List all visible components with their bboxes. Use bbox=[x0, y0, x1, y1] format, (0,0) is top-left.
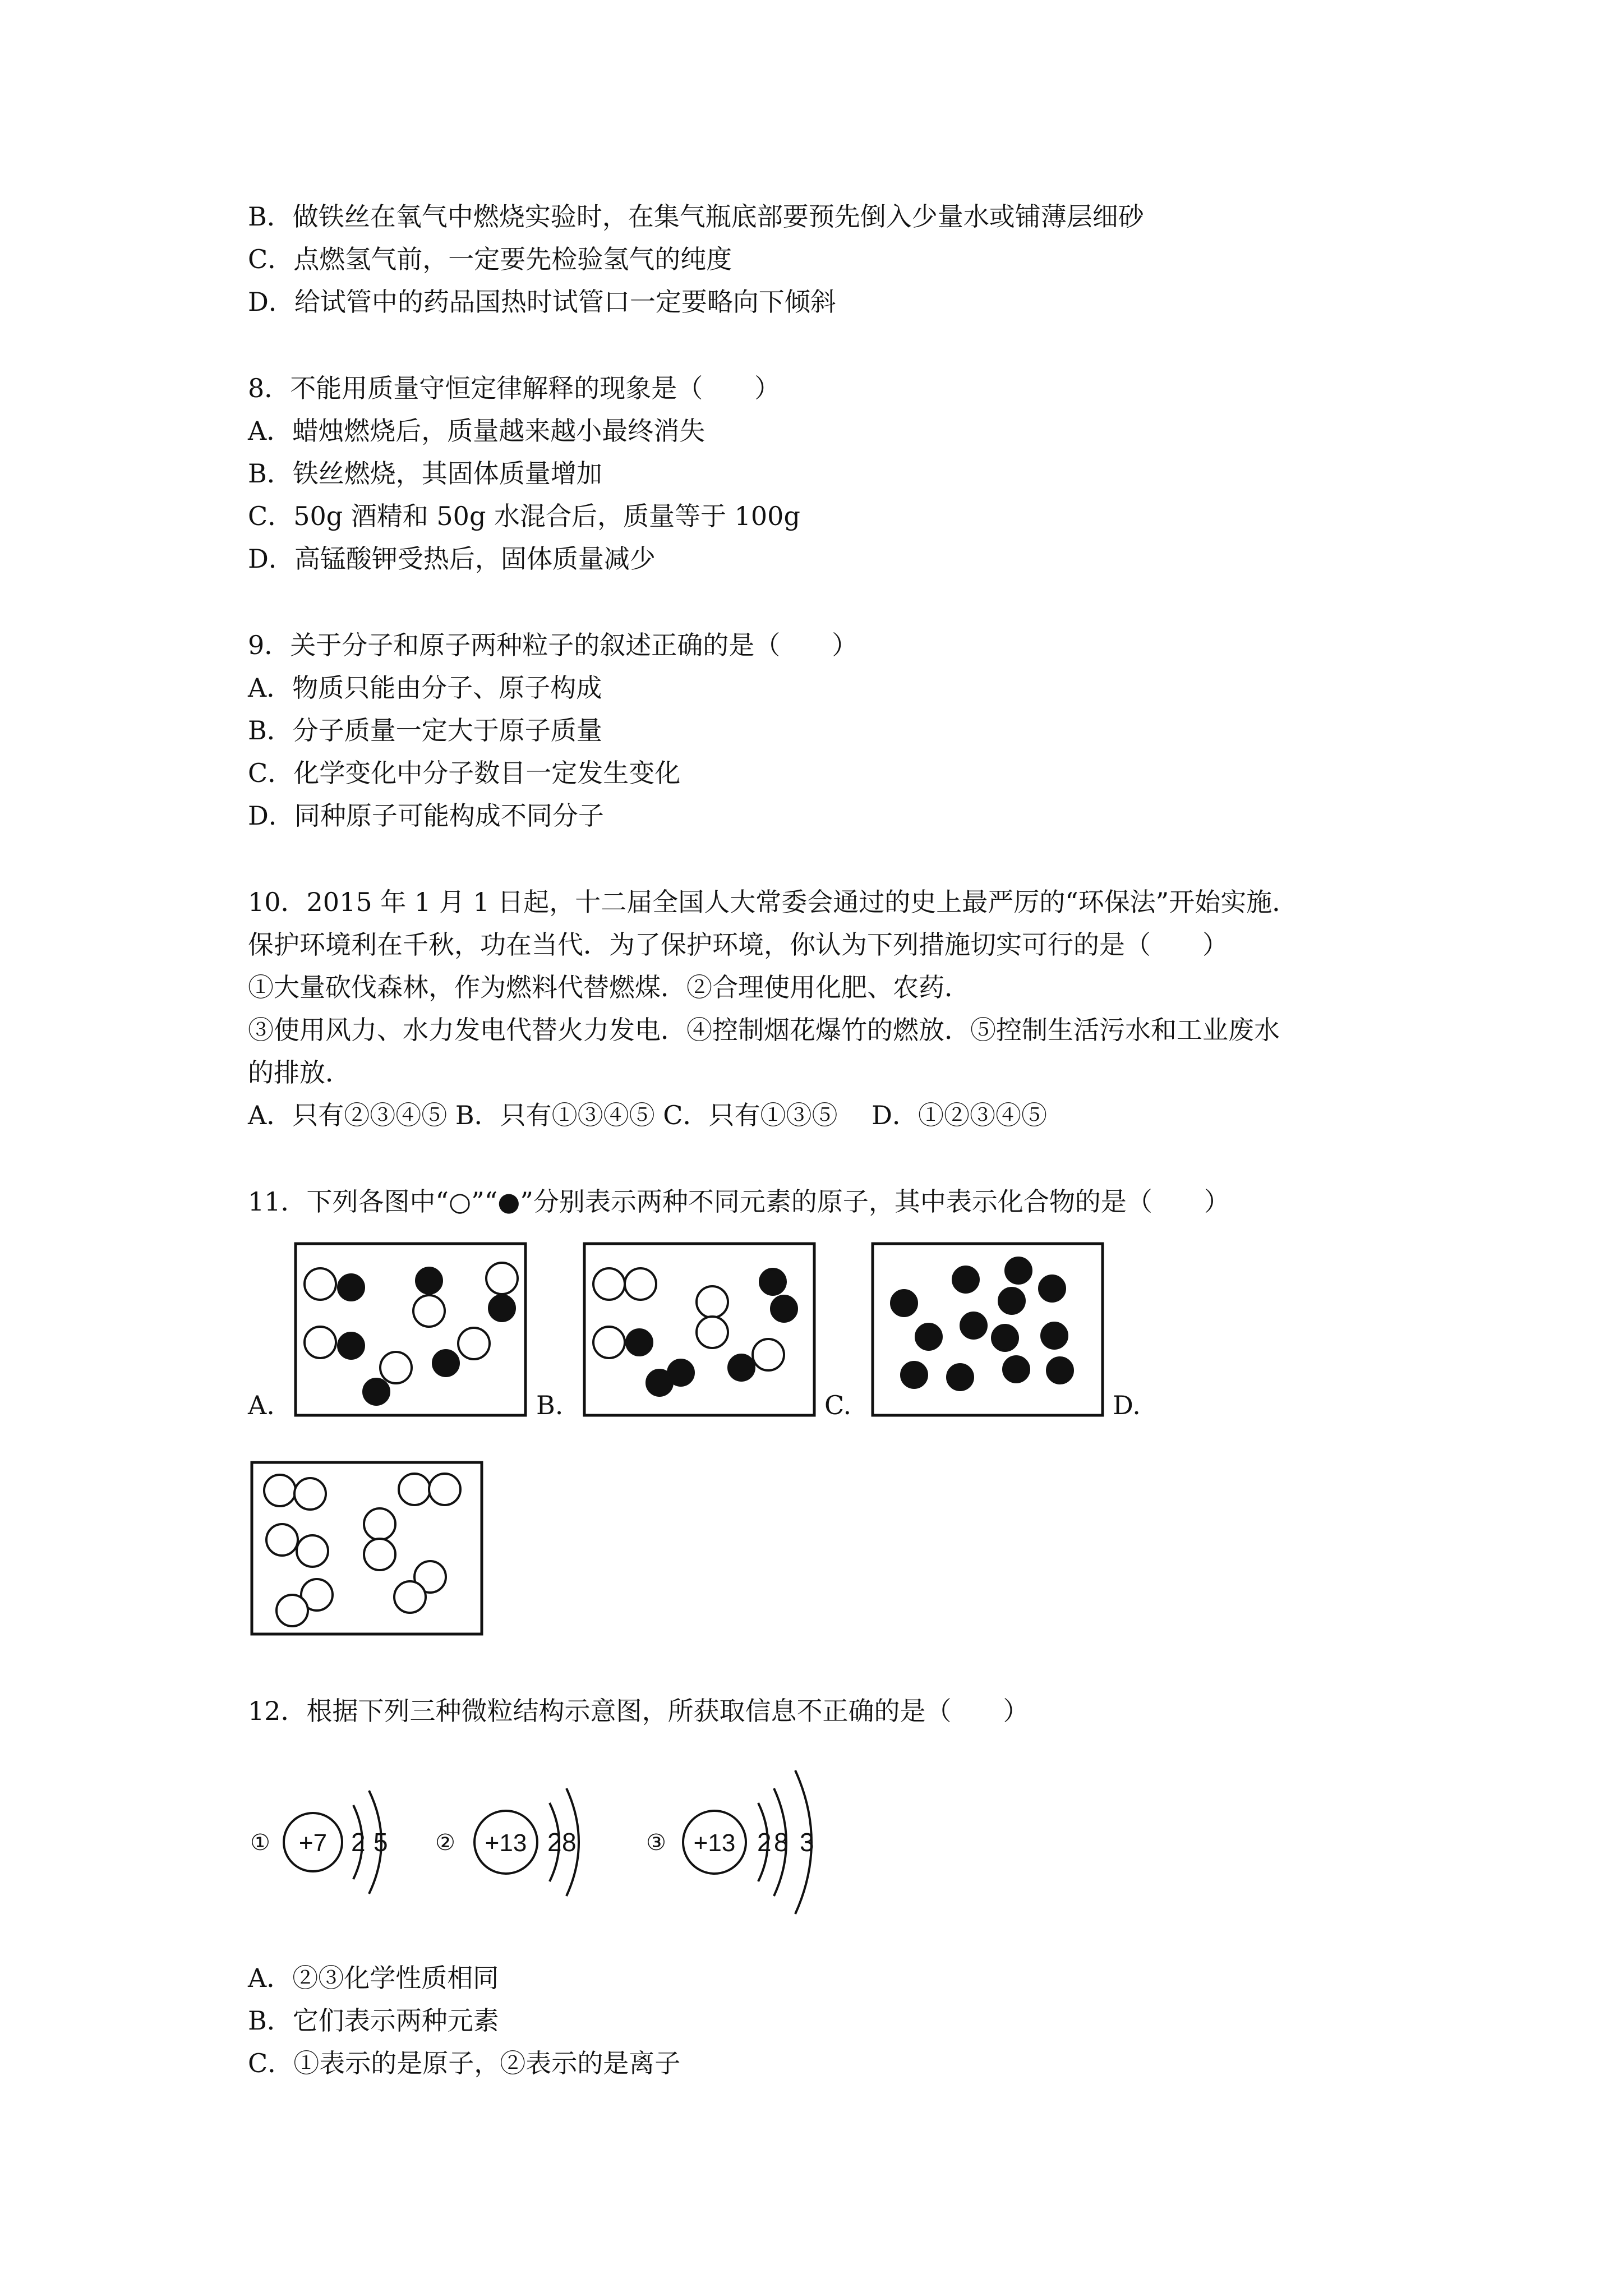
q7-option-c: C．点燃氢气前，一定要先检验氢气的纯度 bbox=[248, 244, 732, 274]
q8-option-d: D．高锰酸钾受热后，固体质量减少 bbox=[248, 544, 656, 574]
white-atom bbox=[264, 1475, 296, 1506]
black-atom bbox=[1003, 1356, 1029, 1382]
q11-diagram-a bbox=[294, 1243, 528, 1416]
frame bbox=[873, 1244, 1103, 1415]
q8-option-b: B．铁丝燃烧，其固体质量增加 bbox=[248, 458, 602, 489]
black-atom bbox=[1006, 1258, 1031, 1283]
black-atom bbox=[953, 1267, 979, 1292]
shell-electrons: 2 bbox=[351, 1828, 366, 1857]
q11-stem: 11．下列各图中“○”“●”分别表示两种不同元素的原子，其中表示化合物的是（ ） bbox=[248, 1186, 1230, 1217]
q10-stem-line2: 保护环境利在千秋，功在当代．为了保护环境，你认为下列措施切实可行的是（ ） bbox=[248, 930, 1228, 960]
q12-option-b: B．它们表示两种元素 bbox=[248, 2005, 499, 2036]
q11-diagram-c bbox=[872, 1243, 1105, 1416]
q9-stem: 9．关于分子和原子两种粒子的叙述正确的是（ ） bbox=[248, 630, 858, 660]
white-atom bbox=[266, 1524, 298, 1556]
q10-options: A．只有②③④⑤ B．只有①③④⑤ C．只有①③⑤ D．①②③④⑤ bbox=[248, 1100, 1047, 1130]
white-atom bbox=[593, 1268, 625, 1300]
q12-stem: 12．根据下列三种微粒结构示意图，所获取信息不正确的是（ ） bbox=[248, 1696, 1029, 1726]
q11-label-b: B. bbox=[536, 1390, 564, 1420]
atom-structure-1 bbox=[250, 1791, 388, 1894]
q9-option-a: A．物质只能由分子、原子构成 bbox=[248, 673, 602, 703]
black-atom bbox=[1039, 1276, 1065, 1301]
atom-marker: ③ bbox=[646, 1830, 666, 1855]
black-atom bbox=[891, 1290, 917, 1316]
black-atom bbox=[363, 1379, 389, 1405]
nucleus-charge: +13 bbox=[485, 1829, 527, 1857]
black-atom bbox=[626, 1329, 652, 1355]
white-atom bbox=[394, 1581, 426, 1613]
white-atom bbox=[593, 1327, 625, 1358]
shell-electrons: 2 bbox=[757, 1828, 772, 1857]
white-atom bbox=[364, 1539, 395, 1570]
black-atom bbox=[338, 1333, 364, 1359]
black-atom bbox=[338, 1274, 364, 1300]
q7-option-b: B．做铁丝在氧气中燃烧实验时，在集气瓶底部要预先倒入少量水或铺薄层细砂 bbox=[248, 201, 1144, 232]
atom-marker: ① bbox=[250, 1830, 270, 1855]
atom-marker: ② bbox=[435, 1830, 455, 1855]
nucleus-charge: +7 bbox=[298, 1829, 328, 1857]
q10-stem-line1: 10．2015 年 1 月 1 日起，十二届全国人大常委会通过的史上最严厉的“环保法”开始实施． bbox=[248, 887, 1298, 917]
white-atom bbox=[429, 1474, 460, 1505]
q8-option-a: A．蜡烛燃烧后，质量越来越小最终消失 bbox=[248, 416, 706, 446]
white-atom bbox=[486, 1263, 518, 1294]
black-atom bbox=[433, 1350, 459, 1376]
q11-diagram-d bbox=[251, 1461, 484, 1635]
black-atom bbox=[728, 1355, 754, 1381]
white-atom bbox=[697, 1317, 728, 1348]
q11-label-d: D. bbox=[1113, 1390, 1141, 1420]
white-atom bbox=[399, 1474, 430, 1505]
white-atom bbox=[305, 1268, 336, 1300]
white-atom bbox=[380, 1352, 412, 1383]
q9-option-c: C．化学变化中分子数目一定发生变化 bbox=[248, 758, 681, 788]
white-atom bbox=[276, 1595, 308, 1626]
q12-structure-diagrams bbox=[247, 1756, 864, 1935]
q12-option-a: A．②③化学性质相同 bbox=[248, 1963, 499, 1993]
black-atom bbox=[668, 1360, 694, 1386]
white-atom bbox=[413, 1295, 445, 1327]
q10-item-line1: ①大量砍伐森林，作为燃料代替燃煤．②合理使用化肥、农药． bbox=[248, 972, 970, 1002]
q10-item-line3: 的排放． bbox=[248, 1057, 351, 1088]
q11-label-a: A. bbox=[248, 1390, 275, 1420]
atom-structure-3 bbox=[646, 1770, 814, 1914]
nucleus-charge: +13 bbox=[693, 1829, 736, 1857]
q9-option-d: D．同种原子可能构成不同分子 bbox=[248, 800, 604, 831]
white-atom bbox=[297, 1535, 328, 1567]
black-atom bbox=[416, 1268, 442, 1294]
q7-option-d: D．给试管中的药品国热时试管口一定要略向下倾斜 bbox=[248, 287, 836, 317]
shell-electrons: 5 bbox=[374, 1828, 388, 1857]
q10-item-line2: ③使用风力、水力发电代替火力发电．④控制烟花爆竹的燃放．⑤控制生活污水和工业废水 bbox=[248, 1015, 1280, 1045]
shell-electrons: 8 bbox=[774, 1828, 789, 1857]
q8-stem: 8．不能用质量守恒定律解释的现象是（ ） bbox=[248, 373, 781, 403]
black-atom bbox=[1047, 1358, 1073, 1383]
shell-electrons: 3 bbox=[800, 1828, 814, 1857]
q9-option-b: B．分子质量一定大于原子质量 bbox=[248, 715, 602, 746]
black-atom bbox=[760, 1269, 786, 1295]
white-atom bbox=[458, 1328, 490, 1359]
black-atom bbox=[947, 1364, 973, 1390]
white-atom bbox=[364, 1508, 395, 1540]
shell-electrons: 8 bbox=[562, 1828, 577, 1857]
q8-option-c: C．50g 酒精和 50g 水混合后，质量等于 100g bbox=[248, 501, 800, 531]
black-atom bbox=[916, 1324, 942, 1350]
black-atom bbox=[992, 1325, 1018, 1351]
white-atom bbox=[625, 1268, 656, 1300]
shell-electrons: 2 bbox=[547, 1828, 562, 1857]
black-atom bbox=[771, 1296, 797, 1322]
black-atom bbox=[489, 1295, 515, 1321]
q11-diagram-b bbox=[583, 1243, 817, 1416]
white-atom bbox=[697, 1286, 728, 1318]
black-atom bbox=[961, 1313, 986, 1338]
black-atom bbox=[901, 1362, 927, 1388]
q11-label-c: C. bbox=[824, 1390, 852, 1420]
white-atom bbox=[753, 1339, 784, 1370]
white-atom bbox=[305, 1327, 336, 1358]
black-atom bbox=[1041, 1323, 1067, 1349]
white-atom bbox=[294, 1478, 326, 1510]
q12-option-c: C．①表示的是原子，②表示的是离子 bbox=[248, 2048, 681, 2078]
atom-structure-2 bbox=[435, 1788, 579, 1896]
black-atom bbox=[999, 1288, 1025, 1314]
